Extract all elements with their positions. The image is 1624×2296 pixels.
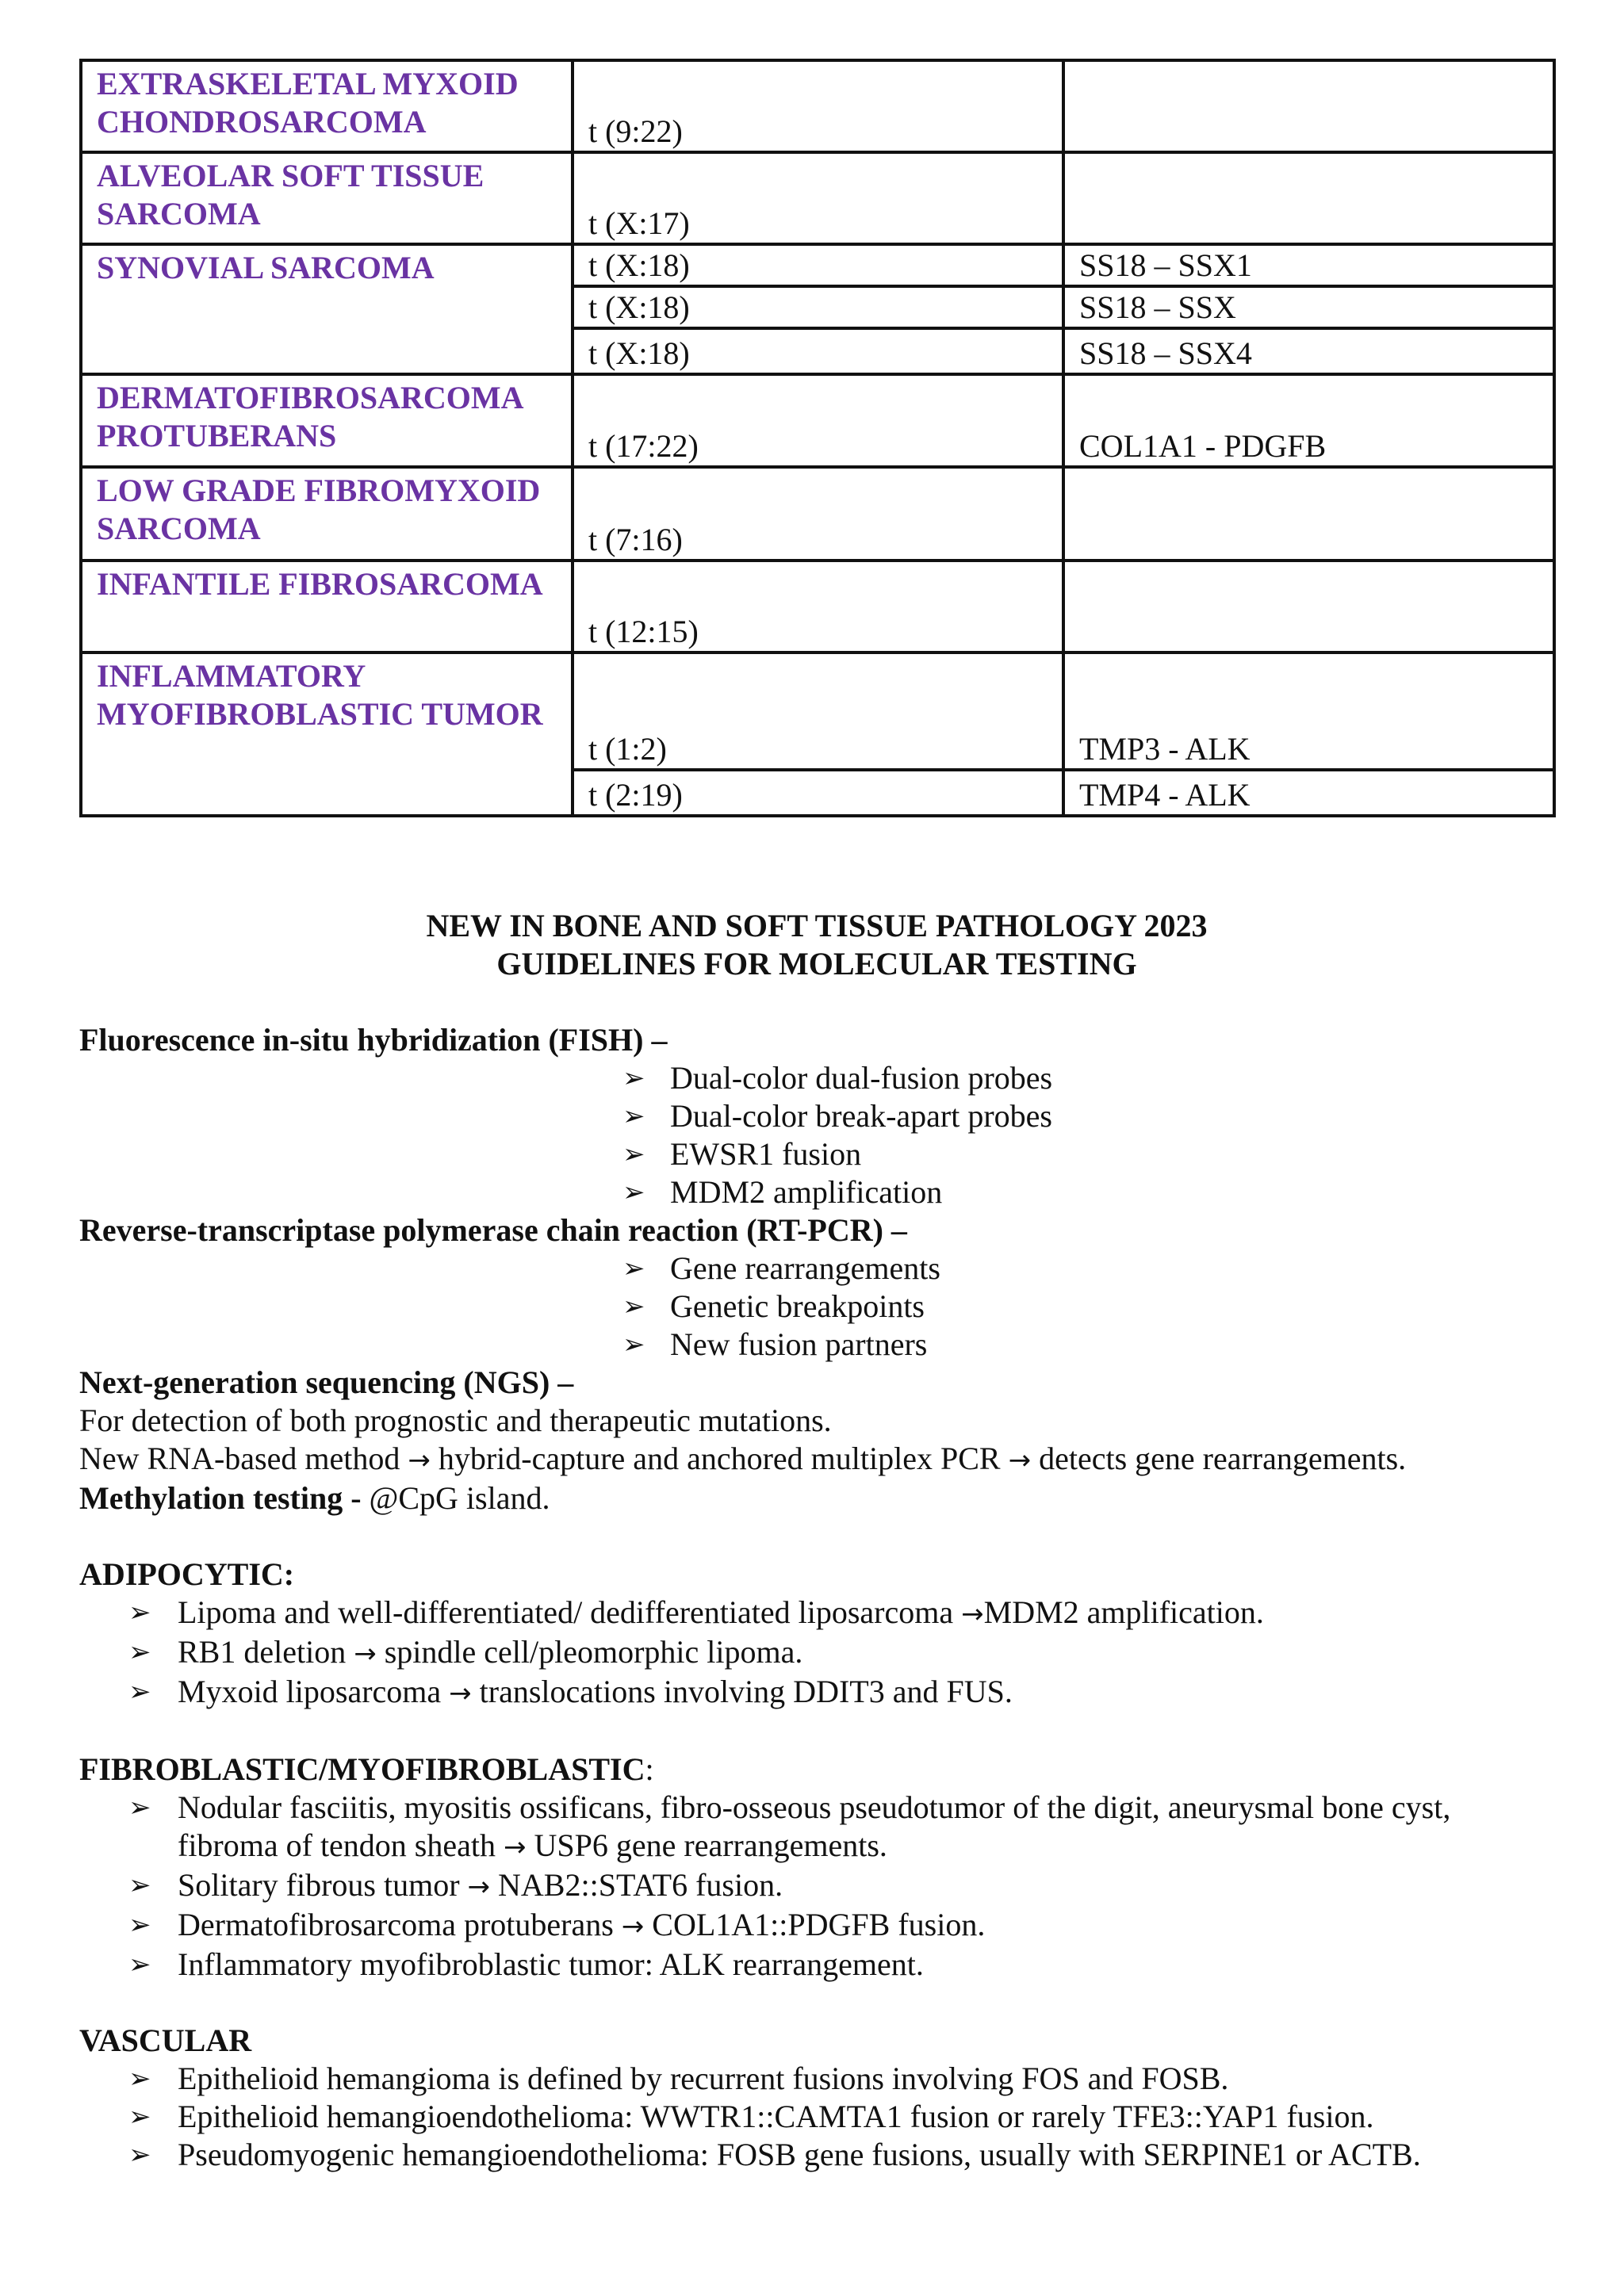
fusion-cell: SS18 – SSX4 bbox=[1063, 328, 1554, 374]
arrowhead-bullet-icon: ➢ bbox=[622, 1329, 645, 1360]
list-item: ➢ Nodular fasciitis, myositis ossificans, fibro-osseous pseudotumor of the digit, aneurysmal bone cyst, fibroma of tendon sheath → USP6 gene rearrangements. bbox=[128, 1789, 1451, 1863]
fibroblastic-list bbox=[79, 1789, 1554, 1984]
right-arrow-icon: → bbox=[408, 1445, 431, 1476]
heading-line-2: GUIDELINES FOR MOLECULAR TESTING bbox=[496, 946, 1137, 982]
ngs-title: Next-generation sequencing (NGS) – bbox=[79, 1364, 574, 1400]
fusion-cell bbox=[1063, 60, 1554, 152]
arrowhead-bullet-icon: ➢ bbox=[128, 1949, 151, 1980]
translocation-cell: t (X:17) bbox=[573, 152, 1063, 244]
list-item: ➢ Lipoma and well-differentiated/ dedifferentiated liposarcoma →MDM2 amplification. bbox=[128, 1594, 1264, 1630]
translocation-cell: t (7:16) bbox=[573, 467, 1063, 561]
ngs-line-1: For detection of both prognostic and therapeutic mutations. bbox=[79, 1402, 832, 1438]
list-item: ➢ Epithelioid hemangioma is defined by recurrent fusions involving FOS and FOSB. bbox=[128, 2061, 1229, 2096]
list-item: ➢ Pseudomyogenic hemangioendothelioma: FOSB gene fusions, usually with SERPINE1 or ACTB. bbox=[128, 2137, 1421, 2172]
arrowhead-bullet-icon: ➢ bbox=[128, 1869, 151, 1901]
list-item: ➢ EWSR1 fusion bbox=[622, 1136, 862, 1172]
right-arrow-icon: → bbox=[467, 1871, 491, 1903]
translocation-cell: t (9:22) bbox=[573, 60, 1063, 152]
list-item: ➢ Epithelioid hemangioendothelioma: WWTR1::CAMTA1 fusion or rarely TFE3::YAP1 fusion. bbox=[128, 2099, 1374, 2134]
diagnosis-cell: INFLAMMATORY MYOFIBROBLASTIC TUMOR bbox=[81, 652, 573, 816]
vascular-list bbox=[79, 2060, 1554, 2174]
list-item: ➢ RB1 deletion → spindle cell/pleomorphic lipoma. bbox=[128, 1634, 803, 1670]
adipocytic-title: ADIPOCYTIC: bbox=[79, 1556, 295, 1592]
rtpcr-list bbox=[79, 1249, 1554, 1364]
list-item: ➢ Dual-color break-apart probes bbox=[622, 1098, 1052, 1134]
fusion-cell: SS18 – SSX1 bbox=[1063, 244, 1554, 286]
list-item: ➢ Dual-color dual-fusion probes bbox=[622, 1060, 1053, 1096]
diagnosis-cell: LOW GRADE FIBROMYXOID SARCOMA bbox=[81, 467, 573, 561]
methods-section bbox=[79, 1021, 1554, 2174]
fibroblastic-title-line: FIBROBLASTIC/MYOFIBROBLASTIC: bbox=[79, 1751, 654, 1787]
fusion-cell: TMP3 - ALK bbox=[1063, 652, 1554, 770]
ngs-line-2: New RNA-based method → hybrid-capture and anchored multiplex PCR → detects gene rearrangements. bbox=[79, 1441, 1407, 1476]
table-row bbox=[81, 244, 1554, 286]
right-arrow-icon: → bbox=[504, 1831, 527, 1863]
table-row bbox=[81, 152, 1554, 244]
translocation-cell: t (12:15) bbox=[573, 561, 1063, 652]
vascular-title: VASCULAR bbox=[79, 2022, 252, 2058]
fusion-cell bbox=[1063, 561, 1554, 652]
translocation-cell: t (X:18) bbox=[573, 328, 1063, 374]
arrowhead-bullet-icon: ➢ bbox=[128, 2063, 151, 2095]
adipocytic-list bbox=[79, 1594, 1554, 1712]
arrowhead-bullet-icon: ➢ bbox=[128, 1909, 151, 1941]
diagnosis-cell: DERMATOFIBROSARCOMA PROTUBERANS bbox=[81, 374, 573, 467]
fusion-cell bbox=[1063, 467, 1554, 561]
right-arrow-icon: → bbox=[449, 1678, 472, 1709]
table-row bbox=[81, 60, 1554, 152]
list-item: ➢ Myxoid liposarcoma → translocations involving DDIT3 and FUS. bbox=[128, 1674, 1013, 1709]
list-item: ➢ Solitary fibrous tumor → NAB2::STAT6 fusion. bbox=[128, 1867, 783, 1903]
arrowhead-bullet-icon: ➢ bbox=[622, 1138, 645, 1170]
arrowhead-bullet-icon: ➢ bbox=[622, 1291, 645, 1322]
arrowhead-bullet-icon: ➢ bbox=[128, 1636, 151, 1668]
translocation-table bbox=[79, 59, 1556, 817]
table-row bbox=[81, 561, 1554, 652]
fusion-cell: TMP4 - ALK bbox=[1063, 770, 1554, 816]
translocation-cell: t (1:2) bbox=[573, 652, 1063, 770]
list-item: ➢ Genetic breakpoints bbox=[622, 1288, 925, 1324]
arrowhead-bullet-icon: ➢ bbox=[128, 1597, 151, 1628]
rtpcr-title: Reverse-transcriptase polymerase chain reaction (RT-PCR) – bbox=[79, 1212, 907, 1248]
right-arrow-icon: → bbox=[961, 1598, 984, 1630]
arrowhead-bullet-icon: ➢ bbox=[128, 1792, 151, 1823]
arrowhead-bullet-icon: ➢ bbox=[622, 1100, 645, 1132]
arrowhead-bullet-icon: ➢ bbox=[622, 1177, 645, 1208]
methylation-line: Methylation testing - @CpG island. bbox=[79, 1480, 550, 1516]
arrowhead-bullet-icon: ➢ bbox=[128, 2139, 151, 2171]
list-item: ➢ Inflammatory myofibroblastic tumor: ALK rearrangement. bbox=[128, 1946, 924, 1982]
list-item: ➢ Gene rearrangements bbox=[622, 1250, 940, 1286]
diagnosis-cell: SYNOVIAL SARCOMA bbox=[81, 244, 573, 374]
right-arrow-icon: → bbox=[621, 1911, 645, 1942]
translocation-cell: t (2:19) bbox=[573, 770, 1063, 816]
arrowhead-bullet-icon: ➢ bbox=[128, 1676, 151, 1708]
arrowhead-bullet-icon: ➢ bbox=[128, 2101, 151, 2133]
list-item: ➢ Dermatofibrosarcoma protuberans → COL1A1::PDGFB fusion. bbox=[128, 1907, 986, 1942]
fish-list bbox=[79, 1059, 1554, 1211]
diagnosis-cell: EXTRASKELETAL MYXOID CHONDROSARCOMA bbox=[81, 60, 573, 152]
heading-line-1: NEW IN BONE AND SOFT TISSUE PATHOLOGY 2023 bbox=[426, 908, 1208, 943]
fusion-cell: SS18 – SSX bbox=[1063, 286, 1554, 328]
table-row bbox=[81, 467, 1554, 561]
table-row bbox=[81, 652, 1554, 770]
translocation-cell: t (X:18) bbox=[573, 244, 1063, 286]
table-row bbox=[81, 374, 1554, 467]
list-item: ➢ MDM2 amplification bbox=[622, 1174, 943, 1210]
fusion-cell: COL1A1 - PDGFB bbox=[1063, 374, 1554, 467]
arrowhead-bullet-icon: ➢ bbox=[622, 1253, 645, 1284]
diagnosis-cell: ALVEOLAR SOFT TISSUE SARCOMA bbox=[81, 152, 573, 244]
translocation-cell: t (X:18) bbox=[573, 286, 1063, 328]
list-item: ➢ New fusion partners bbox=[622, 1326, 928, 1362]
arrowhead-bullet-icon: ➢ bbox=[622, 1062, 645, 1094]
right-arrow-icon: → bbox=[354, 1638, 377, 1670]
right-arrow-icon: → bbox=[1008, 1445, 1032, 1476]
section-heading bbox=[79, 907, 1554, 983]
diagnosis-cell: INFANTILE FIBROSARCOMA bbox=[81, 561, 573, 652]
translocation-cell: t (17:22) bbox=[573, 374, 1063, 467]
fish-title: Fluorescence in-situ hybridization (FISH) – bbox=[79, 1022, 668, 1058]
fusion-cell bbox=[1063, 152, 1554, 244]
